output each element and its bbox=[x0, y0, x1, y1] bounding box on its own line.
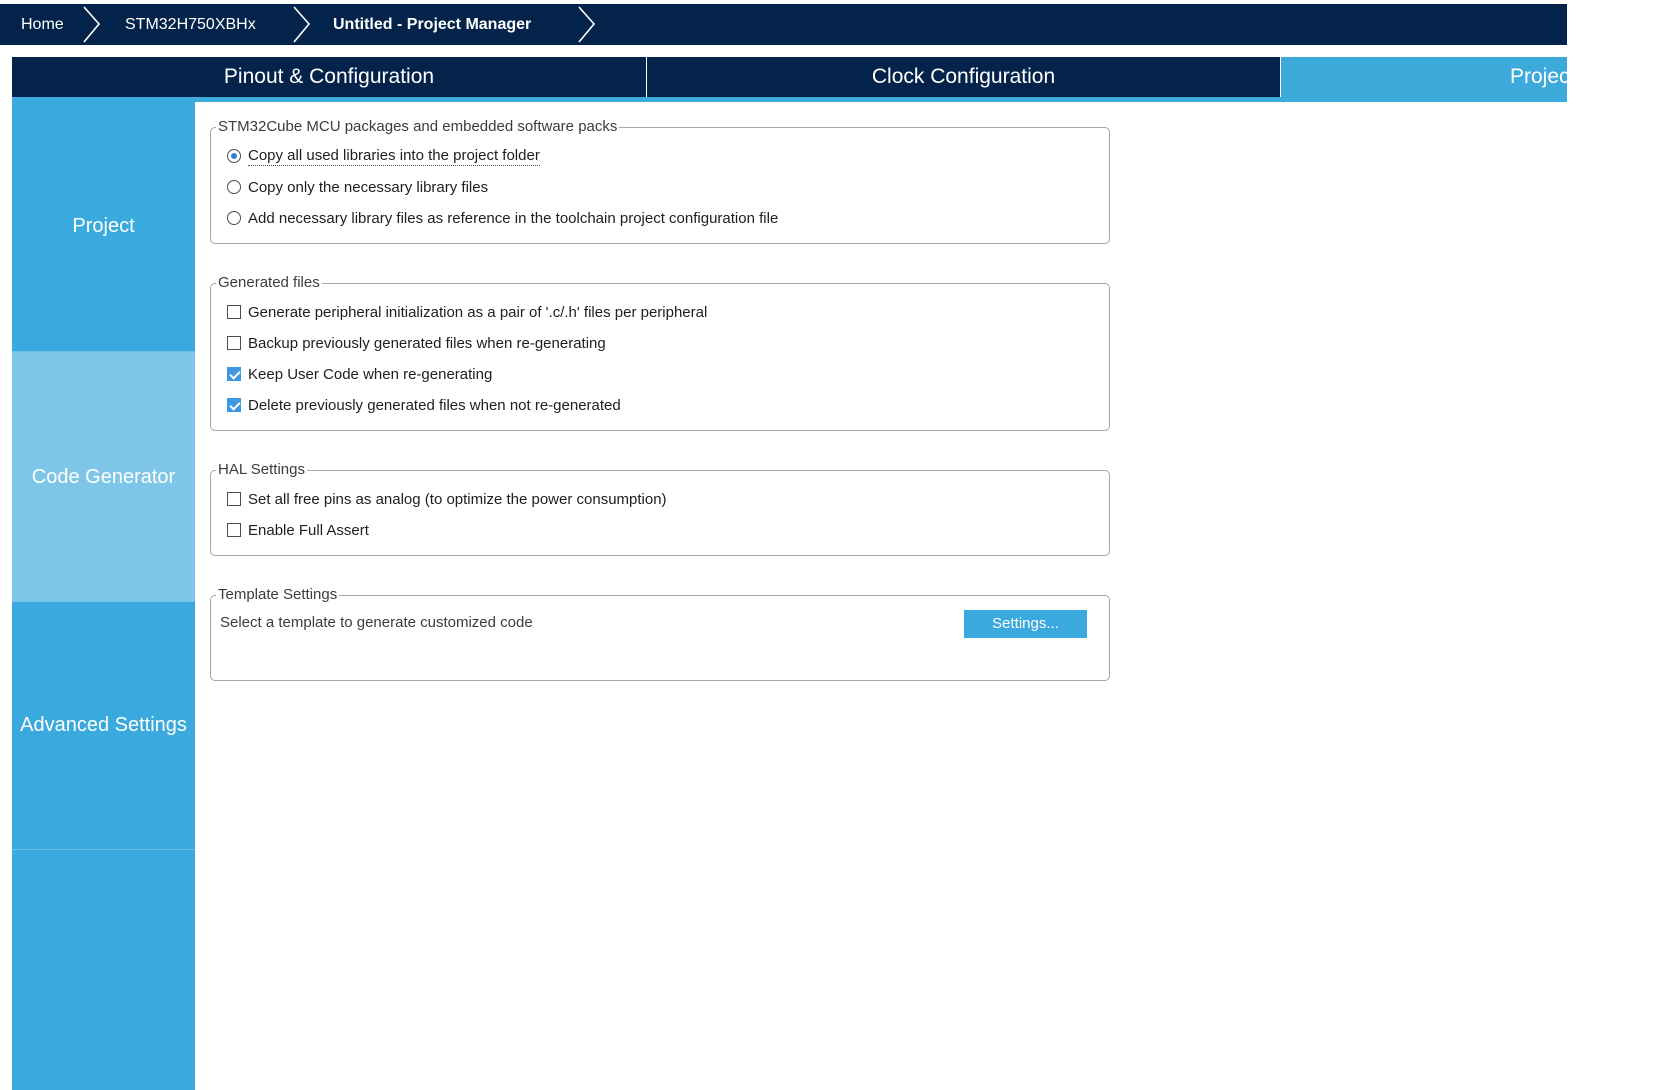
template-settings-group bbox=[210, 586, 1110, 681]
breadcrumb-home[interactable]: Home bbox=[21, 16, 64, 33]
backup-generated-files-option[interactable] bbox=[227, 333, 606, 353]
checkbox-checked[interactable] bbox=[227, 367, 241, 381]
checkbox[interactable] bbox=[227, 305, 241, 319]
radio-button[interactable] bbox=[227, 211, 241, 225]
sidebar-item-advanced-settings[interactable] bbox=[12, 602, 195, 849]
sidebar-item-project[interactable] bbox=[12, 102, 195, 351]
template-description: Select a template to generate customized code bbox=[220, 614, 533, 631]
checkbox[interactable] bbox=[227, 492, 241, 506]
sidebar-divider bbox=[12, 849, 195, 850]
tab-pinout-configuration[interactable]: Pinout & Configuration bbox=[223, 65, 435, 88]
option-label: Generate peripheral initialization as a pair of '.c/.h' files per peripheral bbox=[248, 303, 708, 321]
free-pins-analog-option[interactable] bbox=[227, 489, 667, 509]
generate-c-h-pair-option[interactable] bbox=[227, 302, 707, 322]
hal-settings-group bbox=[210, 461, 1110, 556]
option-label: Add necessary library files as reference in the toolchain project configuration file bbox=[248, 209, 779, 227]
radio-button[interactable] bbox=[227, 180, 241, 194]
chevron-right-icon bbox=[290, 4, 312, 45]
chevron-right-icon bbox=[80, 4, 102, 45]
checkbox-checked[interactable] bbox=[227, 398, 241, 412]
option-label: Set all free pins as analog (to optimize the power consumption) bbox=[248, 490, 667, 508]
add-files-as-reference-option[interactable] bbox=[227, 208, 778, 228]
copy-all-libraries-option[interactable] bbox=[227, 146, 540, 166]
chevron-right-icon bbox=[575, 4, 597, 45]
generated-files-group bbox=[210, 274, 1110, 431]
template-settings-group-title: Template Settings bbox=[218, 586, 338, 603]
checkbox[interactable] bbox=[227, 336, 241, 350]
tab-clock-configuration[interactable]: Clock Configuration bbox=[871, 65, 1056, 88]
main-tabs bbox=[12, 57, 1664, 97]
packs-group bbox=[210, 118, 1110, 244]
sidebar-item-label: Project bbox=[72, 215, 135, 237]
generated-files-group-title: Generated files bbox=[218, 274, 320, 291]
template-settings-button[interactable]: Settings... bbox=[964, 610, 1087, 638]
option-label: Enable Full Assert bbox=[248, 521, 369, 539]
option-label: Backup previously generated files when re-generating bbox=[248, 334, 606, 352]
option-label: Delete previously generated files when not re-generated bbox=[248, 396, 621, 414]
breadcrumb bbox=[0, 4, 1567, 45]
delete-generated-files-option[interactable] bbox=[227, 395, 621, 415]
checkbox[interactable] bbox=[227, 523, 241, 537]
copy-necessary-files-option[interactable] bbox=[227, 177, 488, 197]
sidebar bbox=[12, 102, 195, 1090]
enable-full-assert-option[interactable] bbox=[227, 520, 369, 540]
sidebar-item-label: Advanced Settings bbox=[20, 714, 187, 736]
keep-user-code-option[interactable] bbox=[227, 364, 492, 384]
option-label: Copy all used libraries into the project folder bbox=[248, 146, 540, 164]
tab-project-manager[interactable]: Project Manager bbox=[1281, 57, 1567, 97]
sidebar-item-code-generator[interactable] bbox=[12, 352, 195, 602]
breadcrumb-device[interactable]: STM32H750XBHx bbox=[125, 16, 256, 33]
sidebar-item-label: Code Generator bbox=[31, 465, 176, 488]
radio-button-selected[interactable] bbox=[227, 149, 241, 163]
hal-settings-group-title: HAL Settings bbox=[218, 461, 305, 478]
breadcrumb-project[interactable]: Untitled - Project Manager bbox=[333, 16, 532, 33]
packs-group-title: STM32Cube MCU packages and embedded software packs bbox=[218, 118, 618, 135]
option-label: Copy only the necessary library files bbox=[248, 178, 489, 196]
tab-underline bbox=[12, 97, 1567, 102]
option-label: Keep User Code when re-generating bbox=[248, 365, 493, 383]
